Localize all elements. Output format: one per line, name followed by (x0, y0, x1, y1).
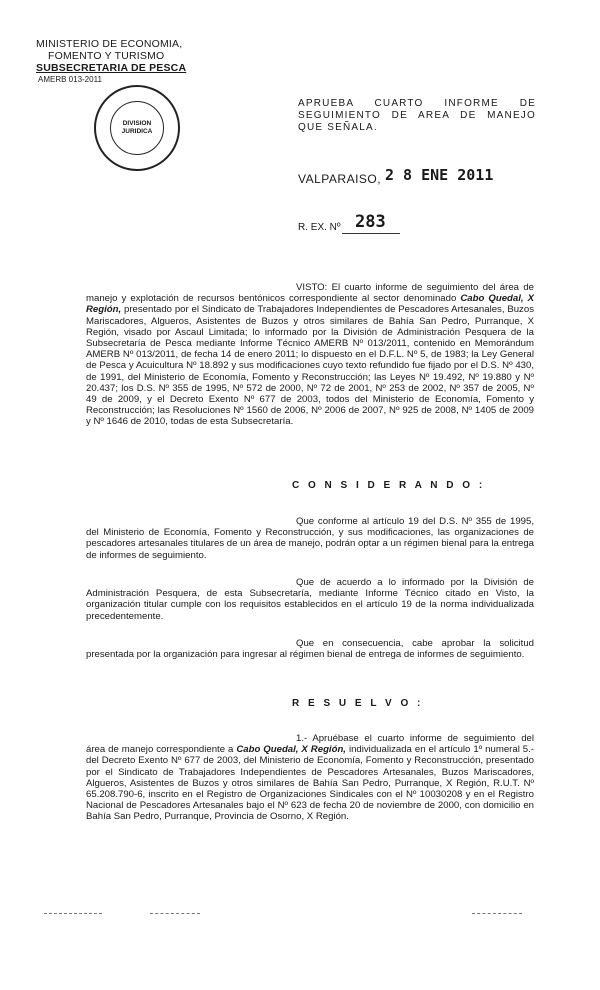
resuelvo-heading: R E S U E L V O : (292, 698, 424, 709)
resuelvo-rest: individualizada en el artículo 1º numeral 5.- del Decreto Exento Nº 677 de 2003, del Ministerio de Economía, Fomento y Reconstrucción, presentado por el Sindicato de Trabajadores Independientes de Pescadores Artesanales, Buzos Mariscadores, Algueros, Asistentes de Buzos y otros similares de Bahía San Pedro, Purranque, X Región, R.U.T. Nº 65.208.790-6, inscrito en el Registro de Organizaciones Sindicales con el Nº 10030208 y en el Registro Nacional de Pescadores Artesanales bajo el Nº 623 de fecha 20 de noviembre de 2000, con domicilio en Bahía San Pedro, Purranque, Provincia de Osorno, X Región. (86, 744, 534, 823)
division-juridica-stamp (94, 85, 180, 171)
resolution-label: R. EX. Nº (298, 222, 341, 233)
visto-place-name: Cabo Quedal, X Región, (86, 293, 535, 316)
considerando-paragraph-3: Que en consecuencia, cabe aprobar la solicitud presentada por la organización para ingresar al régimen bienal de entrega de informes de seguimiento. (86, 638, 534, 661)
ministry-name: MINISTERIO DE ECONOMIA, (36, 38, 183, 50)
document-subject: APRUEBA CUARTO INFORME DE SEGUIMIENTO DE AREA DE MANEJO QUE SEÑALA. (298, 98, 536, 133)
amerb-code: AMERB 013-2011 (38, 75, 102, 84)
considerando-paragraph-1: Que conforme al artículo 19 del D.S. Nº 355 de 1995, del Ministerio de Economía, Fomento y Reconstrucción, y sus modificaciones, las organizaciones de pescadores artesanales titulares de un área de manejo, podrán optar a un régimen bienal para la entrega de informes de seguimiento. (86, 516, 535, 561)
resuelvo-lead: 1.- Apruébase el cuarto informe de seguimiento del área de manejo correspondiente a (86, 733, 534, 756)
footer-mark-left (44, 913, 102, 914)
footer-mark-right (472, 913, 522, 914)
resolution-number-underline (342, 233, 400, 234)
stamp-center (110, 101, 164, 155)
resolution-number: 283 (355, 212, 386, 232)
subsecretaria-name: SUBSECRETARIA DE PESCA (36, 62, 187, 74)
visto-rest: presentado por el Sindicato de Trabajadores Independientes de Pescadores Artesanales, Buzos Mariscadores, Algueros, Asistentes de Buzos y otros similares de Bahía San Pedro, Purranque, X Región, visado por Ascaul Limitada; lo informado por la División de Administración Pesquera de la Subsecretaría de Pesca mediante Informe Técnico AMERB Nº 013/2011, contenido en Memorándum AMERB Nº 013/2011, de fecha 14 de enero 2011; lo dispuesto en el D.F.L. Nº 5, de 1983; la Ley General de Pesca y Acuicultura Nº 18.892 y sus modificaciones cuyo texto refundido fue fijado por el D.S. Nº 430, de 1991, del Ministerio de Economía, Fomento y Reconstrucción; las Leyes Nº 19.492, Nº 19.880 y Nº 20.437; los D.S. Nº 355 de 1995, Nº 572 de 2000, Nº 72 de 2001, Nº 253 de 2002, Nº 357 de 2005, Nº 49 de 2009, y el Decreto Exento Nº 677 de 2003, todos del Ministerio de Economía, Fomento y Reconstrucción; las Resoluciones Nº 1560 de 2006, Nº 2006 de 2007, Nº 925 de 2008, Nº 1405 de 2009 y Nº 1646 de 2010, todas de esta Subsecretaría. (86, 304, 534, 428)
place-city: VALPARAISO, (298, 172, 382, 186)
visto-paragraph (86, 282, 534, 428)
issue-date: 2 8 ENE 2011 (385, 166, 494, 184)
resuelvo-paragraph-1 (86, 733, 534, 823)
stamp-line-1: DIVISION (122, 120, 152, 127)
ministry-subtitle: FOMENTO Y TURISMO (48, 50, 165, 62)
footer-mark-middle (150, 913, 200, 914)
visto-lead: VISTO: El cuarto informe de seguimiento del área de manejo y explotación de recursos bentónicos correspondiente al sector denominado (86, 282, 534, 305)
considerando-heading: C O N S I D E R A N D O : (292, 480, 486, 491)
resuelvo-place-name: Cabo Quedal, X Región, (236, 744, 346, 756)
stamp-line-2: JURIDICA (121, 128, 153, 135)
considerando-paragraph-2: Que de acuerdo a lo informado por la División de Administración Pesquera, de esta Subsecretaría, mediante Informe Técnico citado en Visto, la organización titular cumple con los requisitos establecidos en el artículo 19 de la norma individualizada precedentemente. (86, 577, 534, 622)
